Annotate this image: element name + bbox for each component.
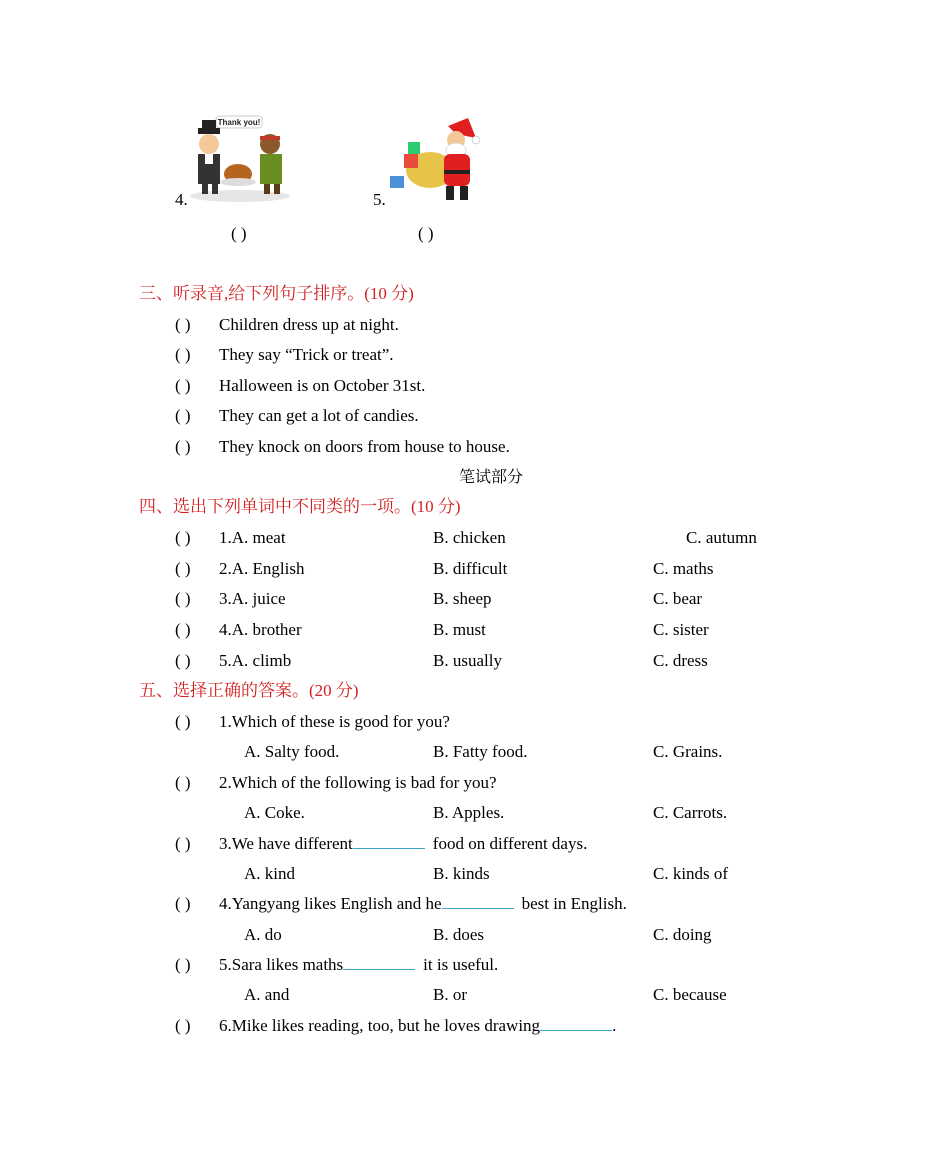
section-5-q5-option-a: A. and bbox=[244, 985, 290, 1004]
section-5-q6-blank[interactable] bbox=[540, 1016, 612, 1031]
section-5-q4-option-c: C. doing bbox=[653, 925, 712, 944]
section-5-q1-question: 1.Which of these is good for you? bbox=[219, 712, 450, 731]
section-5-q2-option-a: A. Coke. bbox=[244, 803, 305, 822]
section-4-item-2-paren[interactable]: ( ) bbox=[175, 559, 191, 578]
section-3-item-2-paren[interactable]: ( ) bbox=[175, 345, 191, 364]
section-5-q5-paren[interactable]: ( ) bbox=[175, 955, 191, 974]
section-5-q5-text-after: it is useful. bbox=[423, 955, 499, 974]
section-4-item-5-option-a: 5.A. climb bbox=[219, 651, 292, 670]
section-4-item-2-option-b: B. difficult bbox=[433, 559, 508, 578]
section-5-q4-option-b: B. does bbox=[433, 925, 484, 944]
section-4-item-2-option-c: C. maths bbox=[653, 559, 714, 578]
thanksgiving-picture bbox=[188, 112, 292, 204]
section-3-item-5-paren[interactable]: ( ) bbox=[175, 437, 191, 456]
section-5-q2-option-b: B. Apples. bbox=[433, 803, 505, 822]
section-5-q3-blank[interactable] bbox=[353, 834, 425, 849]
picture-5-number: 5. bbox=[373, 190, 386, 209]
section-3-item-4-text: They can get a lot of candies. bbox=[219, 406, 419, 425]
thank-you-caption: Thank you! bbox=[217, 118, 261, 127]
section-5-q6-text-before: 6.Mike likes reading, too, but he loves drawing bbox=[219, 1016, 541, 1035]
section-3-item-3-paren[interactable]: ( ) bbox=[175, 376, 191, 395]
section-3-item-1-text: Children dress up at night. bbox=[219, 315, 399, 334]
section-4-item-3-option-a: 3.A. juice bbox=[219, 589, 286, 608]
section-4-item-4-option-a: 4.A. brother bbox=[219, 620, 302, 639]
section-4-item-2-option-a: 2.A. English bbox=[219, 559, 305, 578]
section-3-item-1-paren[interactable]: ( ) bbox=[175, 315, 191, 334]
section-3-item-3-text: Halloween is on October 31st. bbox=[219, 376, 426, 395]
section-5-q4-paren[interactable]: ( ) bbox=[175, 894, 191, 913]
section-5-q6-text-after: . bbox=[612, 1016, 617, 1035]
section-5-q2-paren[interactable]: ( ) bbox=[175, 773, 191, 792]
section-4-item-3-option-b: B. sheep bbox=[433, 589, 492, 608]
section-5-title: 五、选择正确的答案。(20 分) bbox=[139, 681, 359, 700]
section-4-item-5-option-b: B. usually bbox=[433, 651, 502, 670]
section-4-item-1-option-c: C. autumn bbox=[686, 528, 757, 547]
section-5-q4-text-before: 4.Yangyang likes English and he bbox=[219, 894, 442, 913]
section-5-q4-question bbox=[219, 894, 627, 914]
section-5-q4-option-a: A. do bbox=[244, 925, 282, 944]
section-3-item-2-text: They say “Trick or treat”. bbox=[219, 345, 394, 364]
section-4-item-4-option-c: C. sister bbox=[653, 620, 709, 639]
section-5-q5-option-c: C. because bbox=[653, 985, 727, 1004]
section-4-item-1-paren[interactable]: ( ) bbox=[175, 528, 191, 547]
section-3-item-4-paren[interactable]: ( ) bbox=[175, 406, 191, 425]
section-5-q4-text-after: best in English. bbox=[521, 894, 627, 913]
written-part-heading: 笔试部分 bbox=[459, 469, 524, 486]
section-5-q1-paren[interactable]: ( ) bbox=[175, 712, 191, 731]
santa-claus-picture bbox=[386, 114, 480, 206]
section-5-q6-paren[interactable]: ( ) bbox=[175, 1016, 191, 1035]
section-3-item-5-text: They knock on doors from house to house. bbox=[219, 437, 510, 456]
section-5-q3-option-a: A. kind bbox=[244, 864, 295, 883]
picture-4-number: 4. bbox=[175, 190, 188, 209]
section-5-q2-question: 2.Which of the following is bad for you? bbox=[219, 773, 497, 792]
section-4-item-1-option-b: B. chicken bbox=[433, 528, 506, 547]
section-4-item-3-option-c: C. bear bbox=[653, 589, 703, 608]
section-4-item-3-paren[interactable]: ( ) bbox=[175, 589, 191, 608]
section-5-q1-option-c: C. Grains. bbox=[653, 742, 723, 761]
section-5-q1-option-b: B. Fatty food. bbox=[433, 742, 528, 761]
section-5-q6-question bbox=[219, 1016, 616, 1036]
section-5-q5-blank[interactable] bbox=[343, 955, 415, 970]
section-5-q4-blank[interactable] bbox=[442, 894, 514, 909]
picture-4-answer-paren: ( ) bbox=[231, 224, 247, 243]
section-5-q3-paren[interactable]: ( ) bbox=[175, 834, 191, 853]
section-4-item-1-option-a: 1.A. meat bbox=[219, 528, 286, 547]
section-5-q1-option-a: A. Salty food. bbox=[244, 742, 340, 761]
section-5-q5-question bbox=[219, 955, 498, 975]
section-5-q5-option-b: B. or bbox=[433, 985, 467, 1004]
section-3-title: 三、听录音,给下列句子排序。(10 分) bbox=[139, 284, 414, 303]
section-5-q3-question bbox=[219, 834, 587, 854]
section-4-item-4-option-b: B. must bbox=[433, 620, 486, 639]
section-5-q2-option-c: C. Carrots. bbox=[653, 803, 728, 822]
section-4-item-5-paren[interactable]: ( ) bbox=[175, 651, 191, 670]
picture-5-answer-paren: ( ) bbox=[418, 224, 434, 243]
section-5-q3-text-before: 3.We have different bbox=[219, 834, 353, 853]
section-4-item-4-paren[interactable]: ( ) bbox=[175, 620, 191, 639]
section-5-q3-option-b: B. kinds bbox=[433, 864, 490, 883]
section-4-title: 四、选出下列单词中不同类的一项。(10 分) bbox=[139, 497, 461, 516]
section-5-q3-text-after: food on different days. bbox=[432, 834, 588, 853]
section-5-q3-option-c: C. kinds of bbox=[653, 864, 729, 883]
section-4-item-5-option-c: C. dress bbox=[653, 651, 708, 670]
section-5-q5-text-before: 5.Sara likes maths bbox=[219, 955, 344, 974]
